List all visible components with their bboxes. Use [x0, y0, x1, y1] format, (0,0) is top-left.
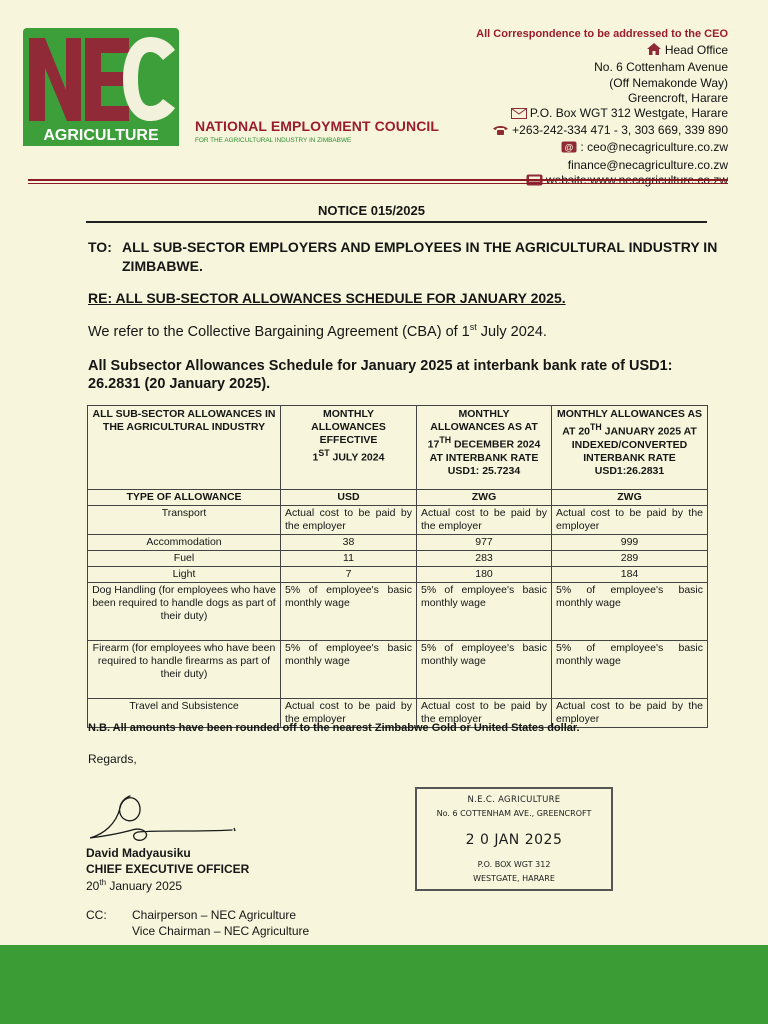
allowances-table	[87, 405, 708, 728]
table-header-row	[88, 406, 708, 490]
stamp-line: N.E.C. AGRICULTURE	[467, 795, 561, 805]
allowance-type: Fuel	[88, 551, 281, 567]
header-text: MONTHLY ALLOWANCES EFFECTIVE	[311, 408, 386, 446]
office-date-stamp	[415, 787, 613, 891]
schedule-heading: All Subsector Allowances Schedule for January 2025 at interbank bank rate of USD1: 26.2831 (20 January 2025).	[88, 358, 673, 392]
date-day: 20	[86, 879, 100, 893]
allowance-value: 5% of employee's basic monthly wage	[281, 583, 417, 641]
header-sup: TH	[439, 435, 452, 445]
table-row	[88, 551, 708, 567]
header-text: JULY 2024	[329, 451, 385, 464]
date-sup: th	[99, 878, 107, 887]
rounding-note: N.B. All amounts have been rounded off to the nearest Zimbabwe Gold or United States dollar.	[88, 722, 580, 734]
allowance-type: Travel and Subsistence	[88, 699, 281, 728]
cc-recipient: Chairperson – NEC Agriculture	[132, 908, 297, 922]
table-row	[88, 535, 708, 551]
allowance-value: 7	[281, 567, 417, 583]
address-line-1: No. 6 Cottenham Avenue	[594, 60, 728, 75]
allowance-value: 180	[417, 567, 552, 583]
header-text: MONTHLY ALLOWANCES AS AT 17	[427, 408, 538, 451]
header-text: 1	[312, 451, 319, 464]
allowance-value: 38	[281, 535, 417, 551]
header-sup: TH	[590, 422, 602, 432]
allowance-type: Accommodation	[88, 535, 281, 551]
table-row	[88, 506, 708, 535]
website-line	[476, 173, 728, 190]
svg-text:@: @	[564, 142, 574, 153]
correspondence-line: All Correspondence to be addressed to the CEO	[476, 28, 728, 40]
regards: Regards,	[88, 752, 137, 766]
notice-underline	[86, 221, 707, 223]
computer-icon	[526, 174, 543, 190]
allowance-value: 5% of employee's basic monthly wage	[417, 583, 552, 641]
stamp-line: P.O. BOX WGT 312	[477, 860, 551, 869]
to-label: TO:	[88, 239, 112, 255]
po-box-line	[476, 106, 728, 123]
stamp-line: No. 6 COTTENHAM AVE., GREENCROFT	[436, 809, 592, 818]
header-text: MONTHLY ALLOWANCES AS AT 20	[556, 408, 703, 438]
header-allowance-category: ALL SUB-SECTOR ALLOWANCES IN THE AGRICULTURAL INDUSTRY	[88, 406, 281, 490]
allowance-type: Light	[88, 567, 281, 583]
allowance-value: 283	[417, 551, 552, 567]
reference-sentence	[88, 322, 547, 340]
allowance-value: 977	[417, 535, 552, 551]
header-july-2024	[281, 406, 417, 490]
signer-date	[86, 878, 182, 893]
signer-name: David Madyausiku	[86, 846, 191, 860]
council-subtitle: FOR THE AGRICULTURAL INDUSTRY IN ZIMBABWE	[195, 137, 352, 144]
allowance-value: 11	[281, 551, 417, 567]
table-row	[88, 567, 708, 583]
address-line-3: Greencroft, Harare	[627, 90, 728, 105]
head-office-line	[476, 42, 728, 60]
home-icon	[646, 42, 662, 60]
header-divider-thin	[28, 183, 728, 184]
email-finance: finance@necagriculture.co.zw	[567, 157, 728, 172]
cc-recipient: Vice Chairman – NEC Agriculture	[132, 924, 310, 938]
notice-number: NOTICE 015/2025	[318, 203, 425, 218]
allowance-type: Dog Handling (for employees who have been required to handle dogs as part of their duty)	[88, 583, 281, 641]
nec-agriculture-logo	[23, 28, 179, 146]
allowance-value: Actual cost to be paid by the employer	[552, 699, 708, 728]
po-box-text: P.O. Box WGT 312 Westgate, Harare	[529, 106, 728, 121]
stamp-line: WESTGATE, HARARE	[473, 874, 555, 883]
allowance-value: 5% of employee's basic monthly wage	[417, 641, 552, 699]
address-line-2: (Off Nemakonde Way)	[609, 75, 728, 90]
allowance-value: Actual cost to be paid by the employer	[417, 506, 552, 535]
reference-text: We refer to the Collective Bargaining Agreement (CBA) of 1	[88, 323, 470, 340]
date-rest: January 2025	[106, 879, 183, 893]
email-line-1	[476, 140, 728, 157]
stamp-date: 2 0 JAN 2025	[465, 832, 563, 848]
allowance-value: 184	[552, 567, 708, 583]
subheader-type: TYPE OF ALLOWANCE	[88, 490, 281, 506]
allowance-value: Actual cost to be paid by the employer	[281, 699, 417, 728]
email-ceo: : ceo@necagriculture.co.zw	[580, 140, 728, 155]
header-january-2025	[552, 406, 708, 490]
allowance-value: 5% of employee's basic monthly wage	[552, 583, 708, 641]
allowance-value: 5% of employee's basic monthly wage	[281, 641, 417, 699]
subheader-zwg: ZWG	[552, 490, 708, 506]
envelope-icon	[511, 108, 527, 123]
allowance-type: Firearm (for employees who have been required to handle firearms as part of their duty)	[88, 641, 281, 699]
to-recipients	[88, 238, 718, 275]
reference-sup: st	[469, 322, 477, 332]
header-sup: ST	[318, 448, 330, 458]
phone-text: +263-242-334 471 - 3, 303 669, 339 890	[512, 123, 728, 138]
contact-block	[476, 27, 728, 190]
phone-line	[476, 123, 728, 140]
phone-icon	[492, 125, 509, 140]
signer-title: CHIEF EXECUTIVE OFFICER	[86, 862, 250, 876]
cc-label: CC:	[86, 908, 107, 922]
to-text: ALL SUB-SECTOR EMPLOYERS AND EMPLOYEES IN THE AGRICULTURAL INDUSTRY IN ZIMBABWE.	[122, 239, 718, 274]
allowance-type: Transport	[88, 506, 281, 535]
table-subheader-row	[88, 490, 708, 506]
footer-green-band	[0, 945, 768, 1024]
allowance-value: Actual cost to be paid by the employer	[552, 506, 708, 535]
header-text: JANUARY 2025 AT INDEXED/CONVERTED INTERBANK RATE USD1:26.2831	[571, 425, 697, 477]
header-divider	[28, 179, 728, 181]
head-office-label: Head Office	[664, 43, 728, 58]
subheader-usd: USD	[281, 490, 417, 506]
subheader-zwg: ZWG	[417, 490, 552, 506]
re-subject: RE: ALL SUB-SECTOR ALLOWANCES SCHEDULE FOR JANUARY 2025.	[88, 290, 566, 306]
allowance-value: 5% of employee's basic monthly wage	[552, 641, 708, 699]
allowance-value: 999	[552, 535, 708, 551]
allowance-value: Actual cost to be paid by the employer	[281, 506, 417, 535]
handwritten-signature	[82, 790, 242, 850]
allowance-value: 289	[552, 551, 708, 567]
header-text: DECEMBER 2024 AT INTERBANK RATE USD1: 25.7234	[429, 438, 541, 477]
table-row	[88, 583, 708, 641]
council-name: NATIONAL EMPLOYMENT COUNCIL	[195, 118, 440, 134]
allowance-value: Actual cost to be paid by the employer	[417, 699, 552, 728]
table-row	[88, 641, 708, 699]
header-december-2024	[417, 406, 552, 490]
logo-sector-text: AGRICULTURE	[43, 127, 159, 144]
email-icon	[561, 141, 577, 157]
reference-text-end: July 2024.	[476, 323, 547, 340]
